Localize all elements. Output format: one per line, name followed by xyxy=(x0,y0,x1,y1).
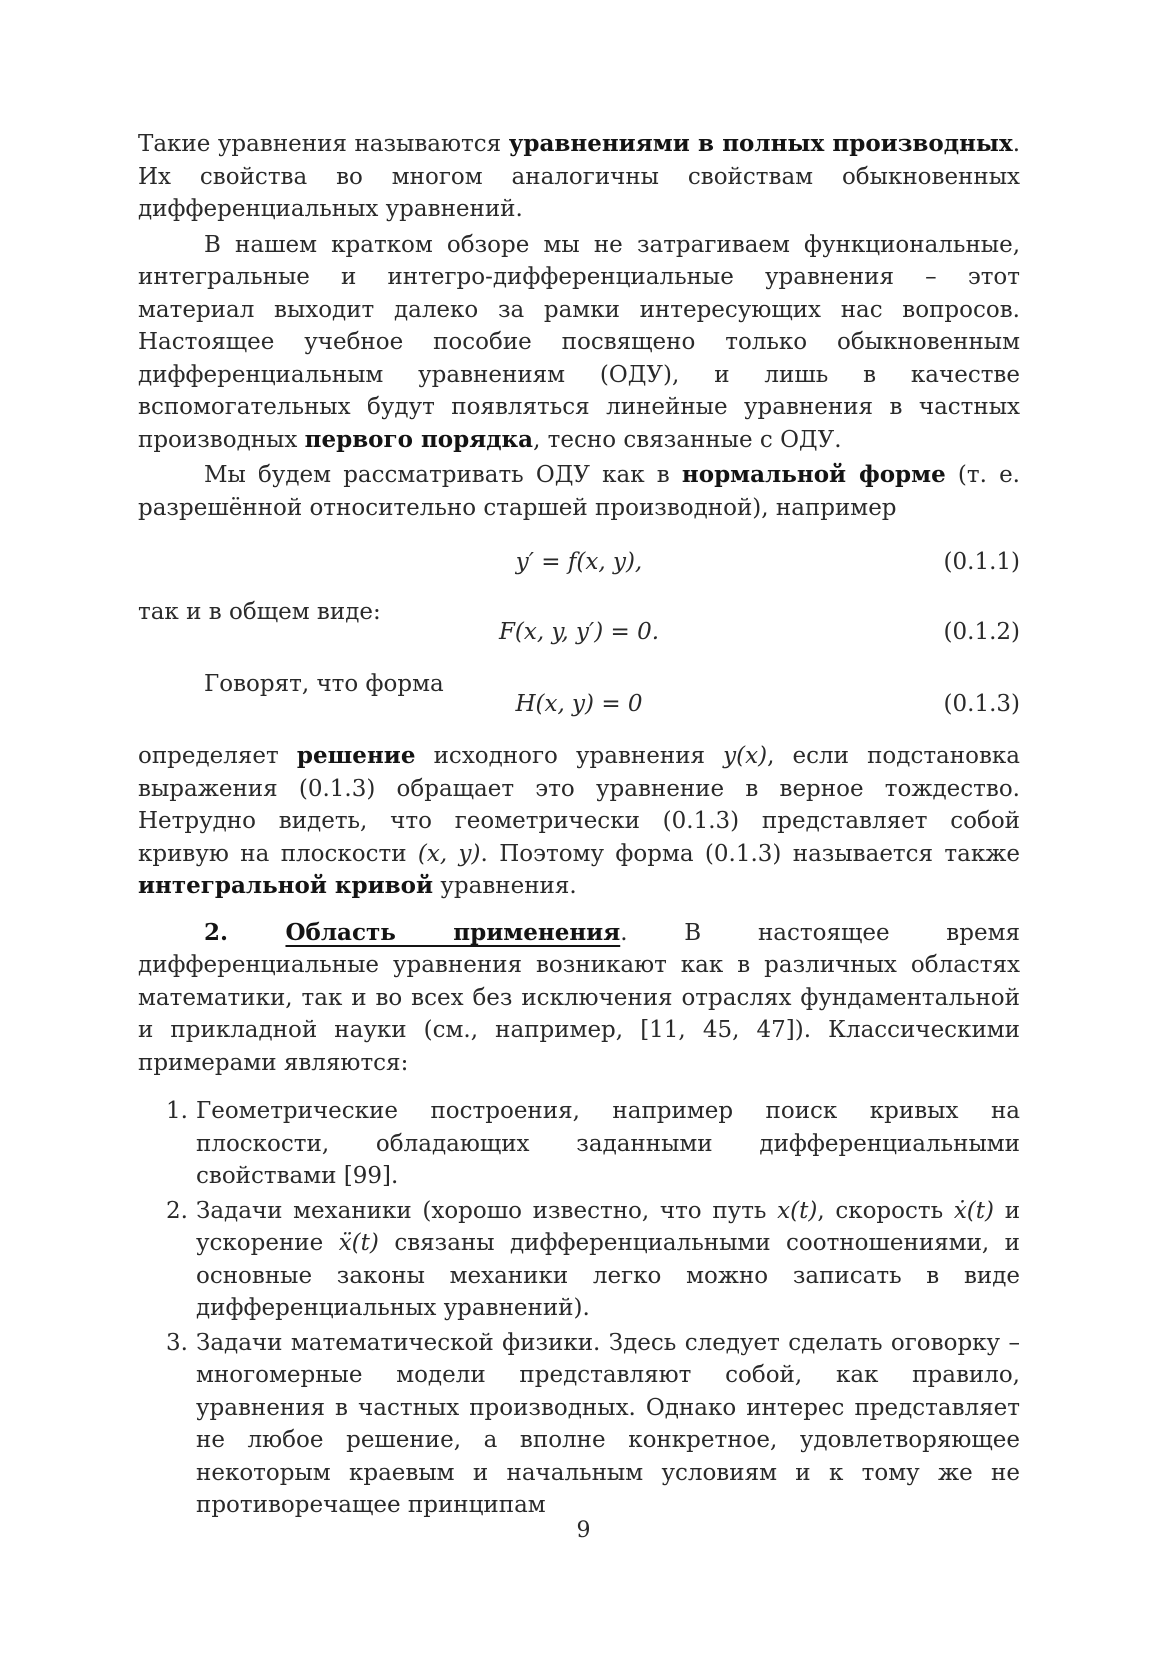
text: . Поэтому форма (0.1.3) называется также xyxy=(480,840,1020,867)
equation-expression: H(x, y) = 0 xyxy=(515,691,643,717)
bold-term: нормальной форме xyxy=(681,461,946,488)
section-2-paragraph xyxy=(138,917,1020,1080)
equation-number: (0.1.3) xyxy=(943,691,1020,717)
text: Такие уравнения называются xyxy=(138,131,509,157)
page-number: 9 xyxy=(576,1518,591,1543)
list-number: 1. xyxy=(166,1098,188,1124)
text: Мы будем рассматривать ОДУ как в xyxy=(204,462,682,488)
paragraph-2 xyxy=(138,229,1020,457)
section-title: Область применения xyxy=(285,918,621,946)
bold-term: интегральной кривой xyxy=(138,872,434,899)
bold-term: решение xyxy=(296,742,416,769)
equation-number: (0.1.2) xyxy=(943,619,1020,645)
text: , тесно связанные с ОДУ. xyxy=(533,426,842,453)
text: Задачи механики (хорошо известно, что путь xyxy=(196,1197,778,1224)
paragraph-1 xyxy=(138,128,1020,226)
text: , скорость xyxy=(817,1197,954,1224)
equation-0-1-3-block xyxy=(138,668,1020,732)
math-inline: (x, y) xyxy=(417,840,481,867)
page-body xyxy=(138,128,1020,1524)
text: . В настоящее время дифференциальные уравнения возникают как в различных областях математики, так и во всех без исключения отраслях фундаментальной и прикладной науки (см., например, [11, 45, 47]). Классическими примерами являются: xyxy=(138,919,1020,1076)
text: определяет xyxy=(138,743,297,769)
text: и ускорение xyxy=(196,1197,1021,1256)
equation-0-1-2-block xyxy=(138,596,1020,660)
text: исходного уравнения xyxy=(415,743,724,769)
text: , если подстановка выражения (0.1.3) обращает это уравнение в верное тождество. Нетрудно видеть, что геометрически (0.1.3) представляет собой кривую на плоскости xyxy=(138,743,1020,867)
section-number: 2. xyxy=(204,918,286,946)
text: (т. е. разрешённой относительно старшей производной), например xyxy=(138,462,1020,521)
math-inline: x(t) xyxy=(777,1197,818,1224)
equation-expression: y′ = f(x, y), xyxy=(515,549,643,575)
list-number: 3. xyxy=(166,1329,188,1356)
list-item xyxy=(138,1095,1020,1193)
text: уравнения. xyxy=(433,873,577,899)
text: В нашем кратком обзоре мы не затрагиваем функциональные, интегральные и интегро-дифференциальные уравнения – этот материал выходит далеко за рамки интересующих нас вопросов. Настоящее учебное пособие посвящено только обыкновенным дифференциальным уравнениям (ОДУ), и лишь в качестве вспомогательных будут появляться линейные уравнения в частных производных xyxy=(138,231,1020,453)
text: Геометрические построения, например поиск кривых на плоскости, обладающих заданными дифференциальными свойствами [99]. xyxy=(196,1098,1020,1189)
list-item xyxy=(138,1195,1020,1325)
examples-list xyxy=(138,1095,1020,1522)
math-inline: y(x) xyxy=(723,743,768,769)
math-inline: ẋ(t) xyxy=(953,1197,994,1224)
list-item xyxy=(138,1327,1020,1522)
list-number: 2. xyxy=(166,1197,188,1224)
text: Задачи математической физики. Здесь следует сделать оговорку – многомерные модели представляют собой, как правило, уравнения в частных производных. Однако интерес представляет не любое решение, а вполне конкретное, удовлетворяющее некоторым краевым и начальным условиям и к тому же не противоречащее принципам xyxy=(196,1329,1020,1518)
paragraph-3 xyxy=(138,459,1020,524)
bold-term: первого порядка xyxy=(304,425,534,453)
bold-term: уравнениями в полных производных xyxy=(508,130,1013,157)
equation-0-1-1 xyxy=(138,540,1020,584)
math-inline: ẍ(t) xyxy=(338,1230,379,1256)
text: . Их свойства во многом аналогичны свойствам обыкновенных дифференциальных уравнений. xyxy=(138,131,1020,222)
paragraph-4 xyxy=(138,740,1020,903)
equation-expression: F(x, y, y′) = 0. xyxy=(498,619,660,645)
equation-lead-text: так и в общем виде: xyxy=(138,599,381,625)
equation-number: (0.1.1) xyxy=(943,549,1020,575)
equation-lead-text: Говорят, что форма xyxy=(204,671,444,697)
text: связаны дифференциальными соотношениями, и основные законы механики легко можно записать в виде дифференциальных уравнений). xyxy=(196,1230,1020,1321)
